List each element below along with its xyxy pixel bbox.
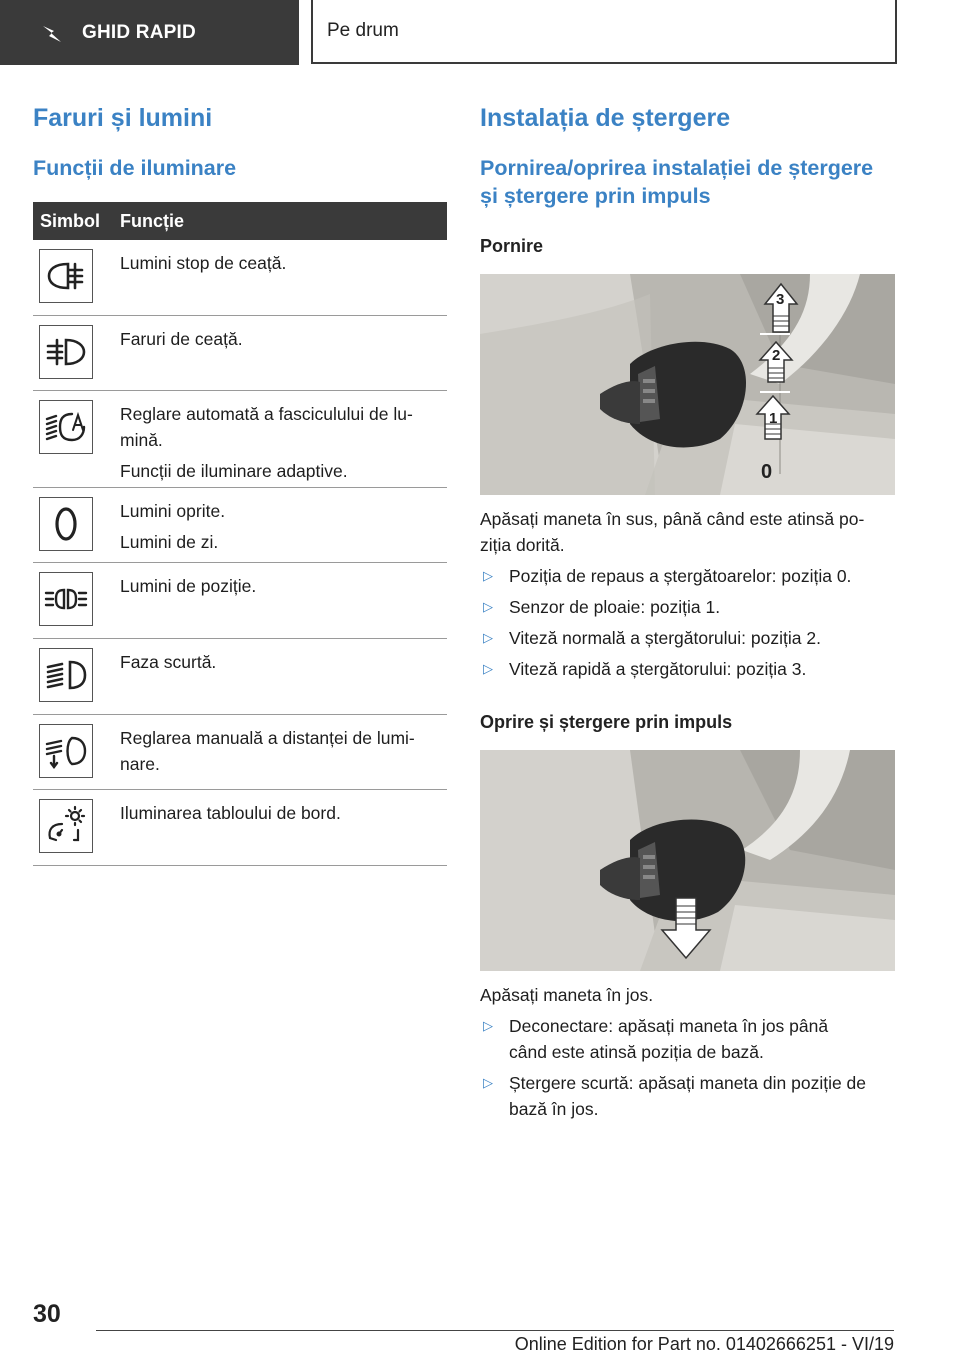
triangle-bullet-icon: ▷ [483,599,493,614]
triangle-bullet-icon: ▷ [483,1018,493,1033]
table-row [33,488,447,563]
position-0-label: 0 [761,461,773,483]
table-row [33,639,447,715]
list-item: ▷ Senzor de ploaie: poziția 1. [480,594,895,620]
position-3-label: 3 [776,291,785,308]
start-heading: Pornire [480,236,544,256]
table-row [33,563,447,639]
parking-light-icon [39,572,93,626]
headlight-range-icon [39,724,93,778]
section-label: Pe drum [327,20,399,41]
low-beam-icon [39,648,93,702]
lights-section [33,100,447,866]
list-item: ▷ Viteză rapidă a ștergătorului: poziția 3. [480,656,895,682]
wiper-down-photo [480,750,895,971]
list-item: ▷ Deconectare: apăsați maneta în jos până când este atinsă poziția de bază. [480,1013,895,1065]
position-2-label: 2 [772,347,781,364]
table-row [33,316,447,391]
triangle-bullet-icon: ▷ [483,1075,493,1090]
footer-divider [96,1330,894,1331]
page-number: 30 [33,1300,61,1328]
lightning-icon [40,20,66,46]
wiper-title: Instalația de ștergere [480,104,731,132]
lighting-functions-subtitle: Funcții de iluminare [33,156,237,180]
front-fog-light-icon [39,325,93,379]
table-row [33,391,447,488]
row-description: Reglarea manuală a distanței de lumi- nare. [120,728,415,774]
rear-fog-light-icon [39,249,93,303]
auto-headlight-icon [39,400,93,454]
wiper-section [480,100,895,1122]
table-row [33,240,447,316]
table-row [33,715,447,790]
quick-guide-label: GHID RAPID [82,21,196,43]
triangle-bullet-icon: ▷ [483,661,493,676]
list-item: ▷ Viteză normală a ștergătorului: poziția 2. [480,625,895,651]
edition-text: Online Edition for Part no. 01402666251 - VI/19 [514,1334,894,1354]
row-description: Lumini oprite. Lumini de zi. [120,501,226,552]
quick-guide-tab[interactable] [0,0,299,65]
instrument-lighting-icon [39,799,93,853]
row-description: Lumini stop de ceață. [120,253,287,273]
wiper-positions-list [480,563,895,682]
stop-heading: Oprire și ștergere prin impuls [480,712,733,732]
wiper-up-photo [480,274,895,495]
triangle-bullet-icon: ▷ [483,568,493,583]
row-description: Reglare automată a fasciculului de lu- mină. Funcții de iluminare adaptive. [120,404,413,481]
stop-instructions: Apăsați maneta în jos. [480,985,654,1005]
lights-title: Faruri și lumini [33,104,213,132]
start-instructions: Apăsați maneta în sus, până când este atinsă po- ziția dorită. [480,509,865,555]
row-description: Faruri de ceață. [120,329,243,349]
triangle-bullet-icon: ▷ [483,630,493,645]
col-symbol-header: Simbol [40,210,101,231]
lighting-table [33,202,447,866]
col-function-header: Funcție [120,210,185,231]
row-description: Faza scurtă. [120,652,217,672]
stop-options-list [480,1013,895,1122]
position-1-label: 1 [769,410,778,427]
wiper-subtitle: Pornirea/oprirea instalației de ștergere și ștergere prin impuls [480,156,874,208]
section-tab[interactable] [311,0,897,64]
table-row [33,790,447,866]
list-item: ▷ Poziția de repaus a ștergătoarelor: poziția 0. [480,563,895,589]
table-header [33,202,447,240]
row-description: Lumini de poziție. [120,576,257,596]
lights-off-icon [39,497,93,551]
row-description: Iluminarea tabloului de bord. [120,803,341,823]
list-item: ▷ Ștergere scurtă: apăsați maneta din poziție de bază în jos. [480,1070,895,1122]
